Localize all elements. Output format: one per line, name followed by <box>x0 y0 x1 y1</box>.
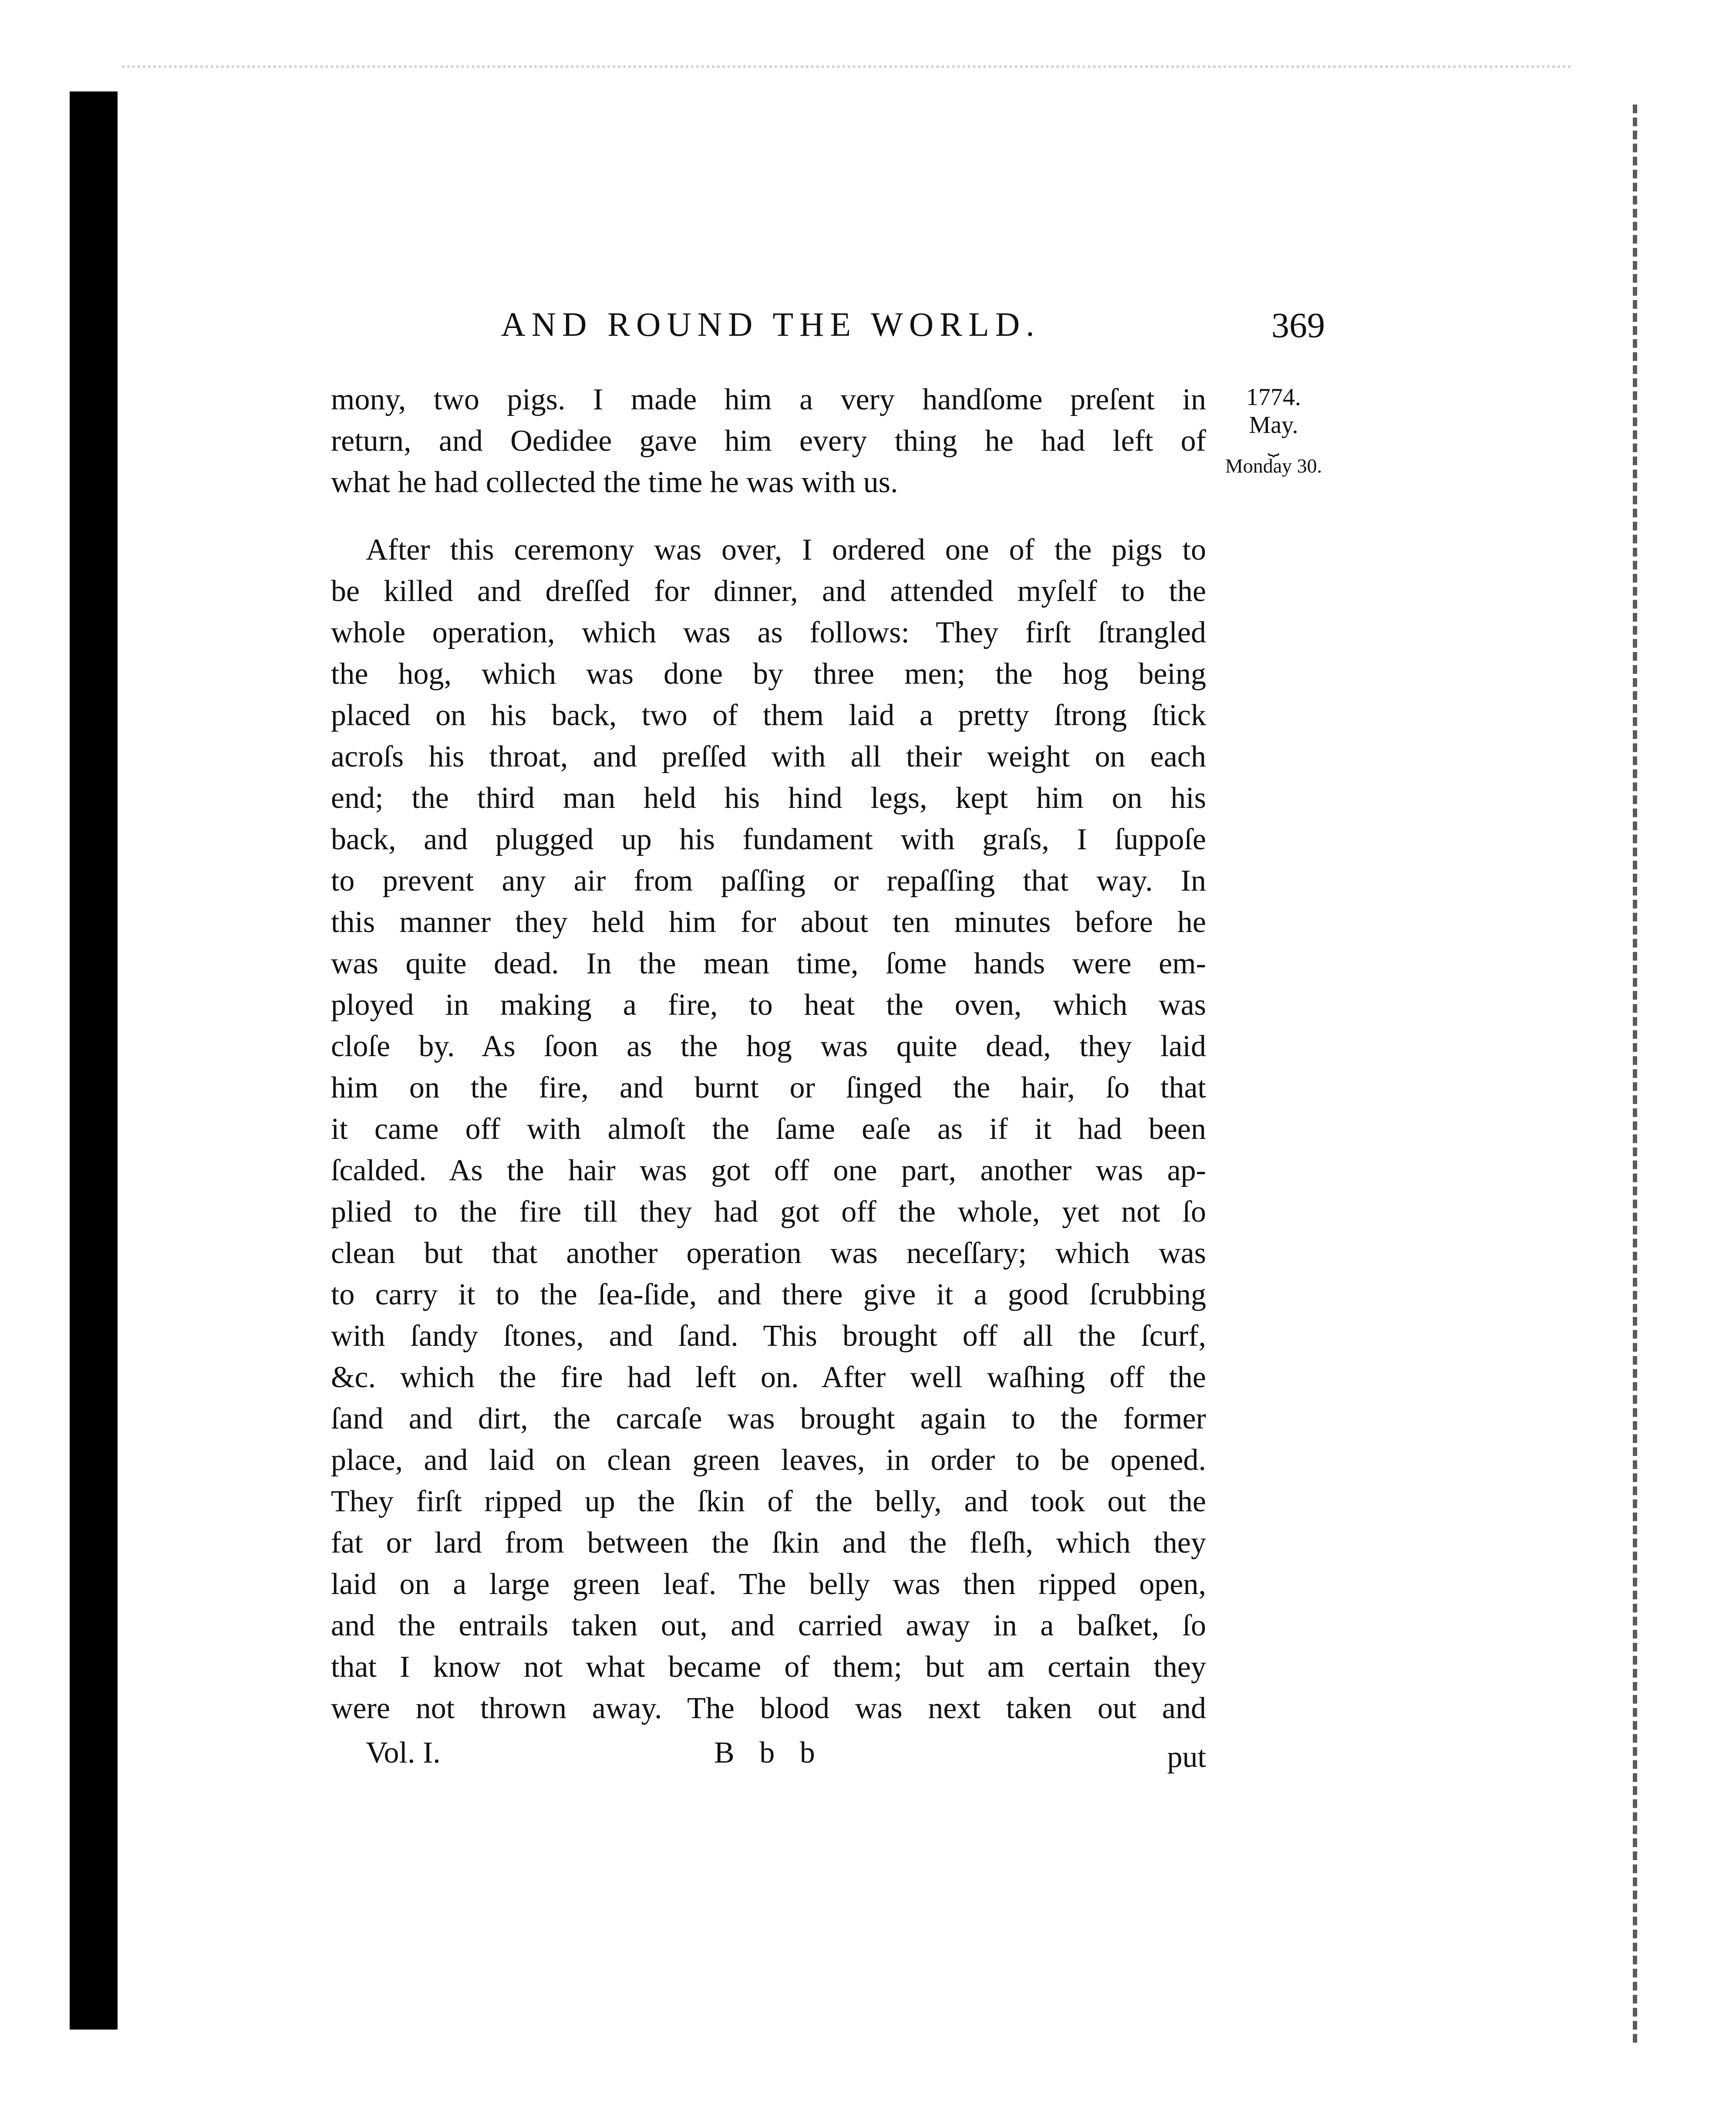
text-line: fat or lard from between the ſkin and the fleſh, which they <box>331 1526 1206 1560</box>
text-line: that I know not what became of them; but am certain they <box>331 1650 1206 1684</box>
text-line: with ſandy ſtones, and ſand. This brought off all the ſcurf, <box>331 1319 1206 1353</box>
paragraph-break <box>331 503 1206 529</box>
text-line: this manner they held him for about ten minutes before he <box>331 905 1206 939</box>
signature-mark: B b b <box>714 1736 824 1770</box>
text-line: acroſs his throat, and preſſed with all their weight on each <box>331 740 1206 774</box>
text-line: placed on his back, two of them laid a pretty ſtrong ſtick <box>331 699 1206 732</box>
text-line: ployed in making a fire, to heat the oven, which was <box>331 988 1206 1022</box>
volume-label: Vol. I. <box>366 1736 441 1770</box>
text-line: mony, two pigs. I made him a very handſome preſent in <box>331 383 1206 416</box>
text-line: it came off with almoſt the ſame eaſe as if it had been <box>331 1112 1206 1146</box>
text-line: to carry it to the ſea-ſide, and there give it a good ſcrubbing <box>331 1278 1206 1311</box>
body-text <box>331 379 1206 1729</box>
text-line: end; the third man held his hind legs, kept him on his <box>331 781 1206 815</box>
text-line: return, and Oedidee gave him every thing he had left of <box>331 424 1206 458</box>
page-number: 369 <box>1271 305 1325 345</box>
text-line: After this ceremony was over, I ordered one of the pigs to <box>366 533 1206 567</box>
text-line: to prevent any air from paſſing or repaſſing that way. In <box>331 864 1206 898</box>
text-line: be killed and dreſſed for dinner, and attended myſelf to the <box>331 574 1206 608</box>
margin-brace: ⏟ <box>1267 435 1280 456</box>
text-line: the hog, which was done by three men; the hog being <box>331 657 1206 691</box>
text-line: clean but that another operation was neceſſary; which was <box>331 1236 1206 1270</box>
text-line: back, and plugged up his fundament with graſs, I ſuppoſe <box>331 823 1206 856</box>
text-line: ſand and dirt, the carcaſe was brought again to the former <box>331 1402 1206 1436</box>
text-line: &c. which the fire had left on. After well waſhing off the <box>331 1361 1206 1394</box>
margin-year: 1774. <box>1246 384 1301 411</box>
text-line: was quite dead. In the mean time, ſome hands were em- <box>331 947 1206 980</box>
margin-day: Monday 30. <box>1225 455 1322 477</box>
text-line: place, and laid on clean green leaves, in order to be opened. <box>331 1443 1206 1477</box>
text-line: whole operation, which was as follows: They firſt ſtrangled <box>331 616 1206 649</box>
page-right-edge <box>1633 105 1649 2043</box>
text-line: laid on a large green leaf. The belly was then ripped open, <box>331 1567 1206 1601</box>
text-line: were not thrown away. The blood was next taken out and <box>331 1692 1206 1725</box>
text-line: cloſe by. As ſoon as the hog was quite dead, they laid <box>331 1030 1206 1063</box>
margin-month: May. <box>1249 412 1298 439</box>
page-footer <box>366 1736 1206 1783</box>
text-line: They firſt ripped up the ſkin of the belly, and took out the <box>331 1485 1206 1518</box>
text-line: ſcalded. As the hair was got off one part, another was ap- <box>331 1154 1206 1187</box>
text-line: and the entrails taken out, and carried away in a baſket, ſo <box>331 1609 1206 1642</box>
text-line: plied to the fire till they had got off the whole, yet not ſo <box>331 1195 1206 1229</box>
running-head: AND ROUND THE WORLD. <box>501 305 1041 343</box>
catchword: put <box>1167 1740 1206 1774</box>
page-top-edge <box>122 65 1572 85</box>
margin-date-note <box>1210 383 1337 480</box>
binding-shadow <box>70 91 118 2030</box>
text-line: him on the fire, and burnt or ſinged the hair, ſo that <box>331 1071 1206 1105</box>
text-line: what he had collected the time he was with us. <box>331 466 898 499</box>
